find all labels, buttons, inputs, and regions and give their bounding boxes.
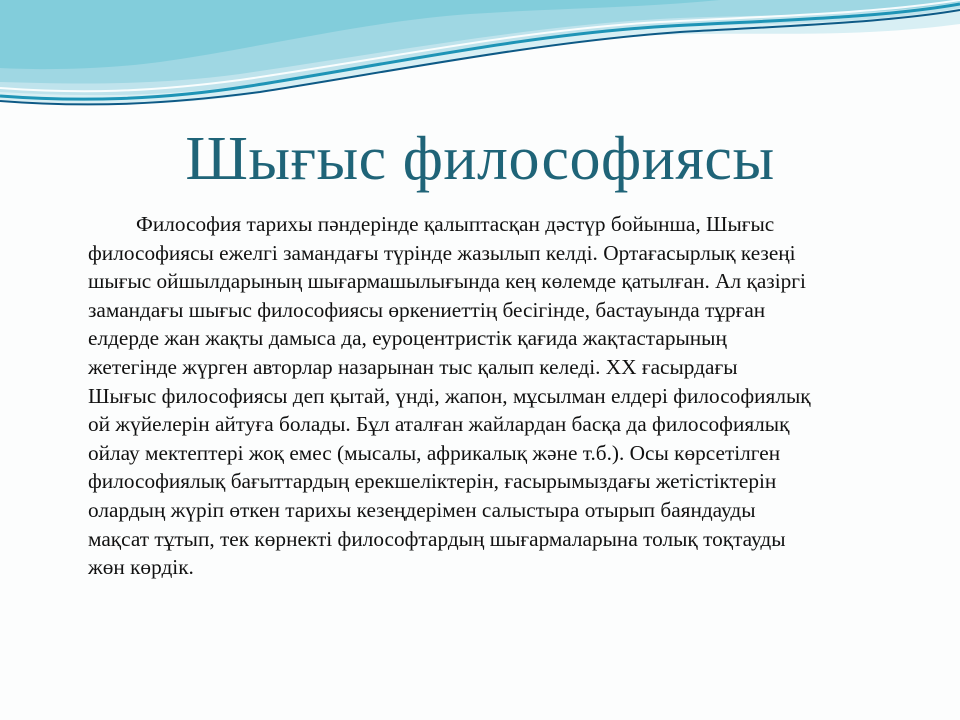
slide-title: Шығыс философиясы	[185, 125, 775, 193]
body-paragraph: Философия тарихы пәндерінде қалыптасқан дәстүр бойынша, Шығыс философиясы ежелгі замандағы түрінде жазылып келді. Ортағасырлық кезеңі шығыс ойшылдарының шығармашылығында кең көлемде қатылған. Ал қазіргі замандағы шығыс философиясы өркениеттің бесігінде, бастауында тұрған елдерде жан жақты дамыса да, еуроцентристік қағида жақтастарының жетегінде жүрген авторлар назарынан тыс қалып келеді. XX ғасырдағы Шығыс философиясы деп қытай, үнді, жапон, мұсылман елдері философиялық ой жүйелерін айтуға болады. Бұл аталған жайлардан басқа да философиялық ойлау мектептері жоқ емес (мысалы, африкалық және т.б.). Осы көрсетілген философиялық бағыттардың ерекшеліктерін, ғасырымыздағы жетістіктерін олардың жүріп өткен тарихы кезеңдерімен салыстыра отырып баяндауды мақсат тұтып, тек көрнекті философтардың шығармаларына толық тоқтауды жөн көрдік.	[88, 212, 811, 580]
wave-header-decoration	[0, 0, 960, 112]
